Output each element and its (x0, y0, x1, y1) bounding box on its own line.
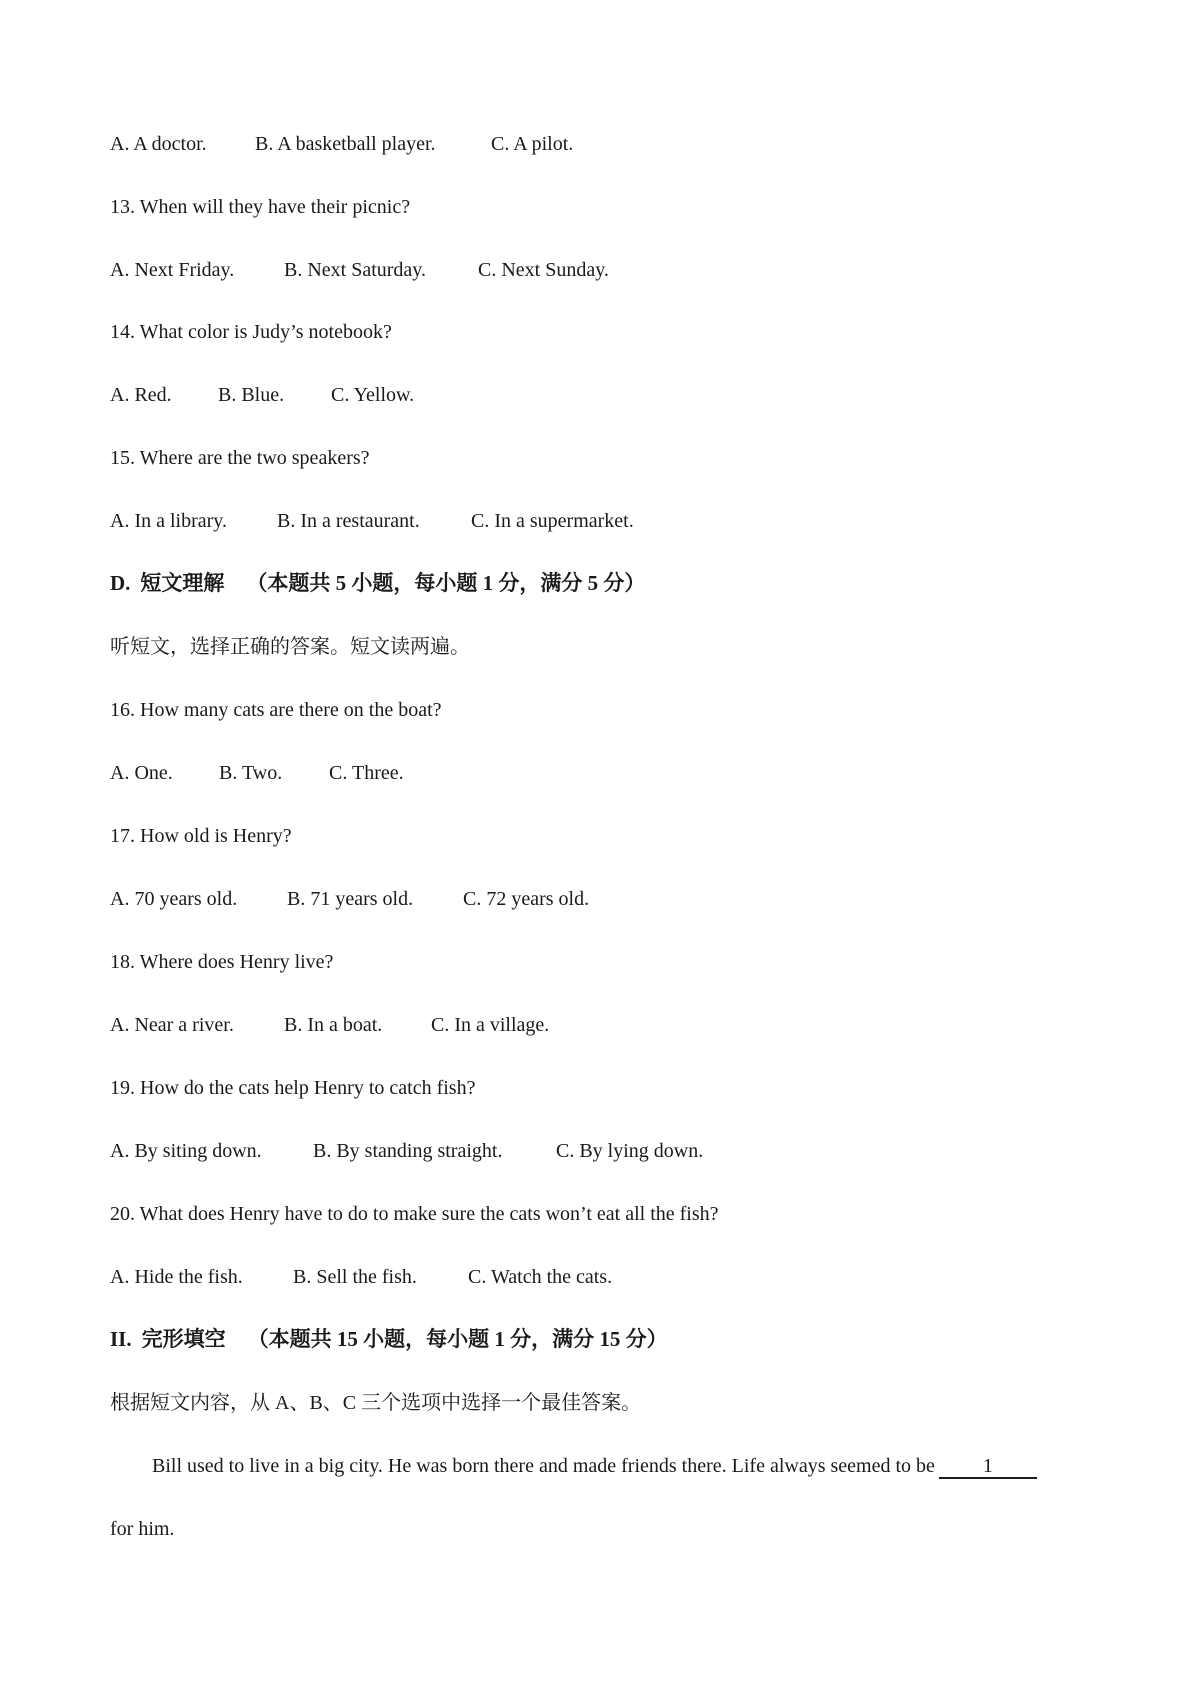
q20-options (110, 1263, 612, 1291)
q18-options (110, 1011, 549, 1039)
q18-option-a: A. Near a river. (110, 1014, 234, 1036)
q20-question: 20. What does Henry have to do to make sure the cats won’t eat all the fish? (110, 1203, 719, 1225)
section-ii-note: （本题共 15 小题，每小题 1 分，满分 15 分） (247, 1327, 668, 1351)
q12-option-a: A. A doctor. (110, 133, 207, 155)
q19-option-a: A. By siting down. (110, 1140, 262, 1162)
section-ii-heading (110, 1325, 668, 1353)
q15-question: 15. Where are the two speakers? (110, 447, 370, 469)
q14-options (110, 381, 414, 409)
q19-option-c: C. By lying down. (556, 1140, 704, 1162)
section-d-instruction: 听短文，选择正确的答案。短文读两遍。 (110, 636, 470, 658)
q17-option-c: C. 72 years old. (463, 888, 590, 910)
passage-text-1: Bill used to live in a big city. He was born there and made friends there. Life always seemed to be (152, 1455, 935, 1477)
q15-option-b: B. In a restaurant. (277, 510, 420, 532)
q14-option-b: B. Blue. (218, 384, 285, 406)
section-d-note: （本题共 5 小题，每小题 1 分，满分 5 分） (246, 571, 646, 595)
q18-option-c: C. In a village. (431, 1014, 550, 1036)
section-d-title: 短文理解 (140, 571, 225, 595)
section-ii-label: II. (110, 1327, 132, 1351)
q15-options (110, 507, 634, 535)
section-d-heading (110, 569, 645, 597)
q13-question: 13. When will they have their picnic? (110, 196, 411, 218)
q16-option-c: C. Three. (329, 762, 404, 784)
q20-option-c: C. Watch the cats. (468, 1266, 613, 1288)
q13-options (110, 256, 609, 284)
q14-question: 14. What color is Judy’s notebook? (110, 321, 392, 343)
q14-option-a: A. Red. (110, 384, 172, 406)
q15-option-a: A. In a library. (110, 510, 227, 532)
q12-option-b: B. A basketball player. (255, 133, 436, 155)
q20-option-b: B. Sell the fish. (293, 1266, 417, 1288)
q16-options (110, 759, 404, 787)
q16-option-a: A. One. (110, 762, 173, 784)
q13-option-a: A. Next Friday. (110, 259, 235, 281)
q12-option-c: C. A pilot. (491, 133, 574, 155)
passage-line-1 (152, 1452, 1037, 1480)
q13-option-c: C. Next Sunday. (478, 259, 609, 281)
blank-1[interactable]: 1 (939, 1455, 1037, 1479)
q18-question: 18. Where does Henry live? (110, 951, 334, 973)
q15-option-c: C. In a supermarket. (471, 510, 634, 532)
q19-option-b: B. By standing straight. (313, 1140, 503, 1162)
passage-line-2: for him. (110, 1518, 175, 1540)
q16-option-b: B. Two. (219, 762, 283, 784)
q19-question: 19. How do the cats help Henry to catch fish? (110, 1077, 476, 1099)
section-d-label: D. (110, 571, 131, 595)
q17-option-b: B. 71 years old. (287, 888, 414, 910)
section-ii-instruction: 根据短文内容，从 A、B、C 三个选项中选择一个最佳答案。 (110, 1392, 642, 1414)
q18-option-b: B. In a boat. (284, 1014, 383, 1036)
q17-options (110, 885, 589, 913)
q17-question: 17. How old is Henry? (110, 825, 292, 847)
q16-question: 16. How many cats are there on the boat? (110, 699, 442, 721)
q17-option-a: A. 70 years old. (110, 888, 238, 910)
q19-options (110, 1137, 703, 1165)
q13-option-b: B. Next Saturday. (284, 259, 427, 281)
section-ii-title: 完形填空 (141, 1327, 226, 1351)
q20-option-a: A. Hide the fish. (110, 1266, 243, 1288)
q14-option-c: C. Yellow. (331, 384, 415, 406)
q12-options (110, 130, 573, 158)
